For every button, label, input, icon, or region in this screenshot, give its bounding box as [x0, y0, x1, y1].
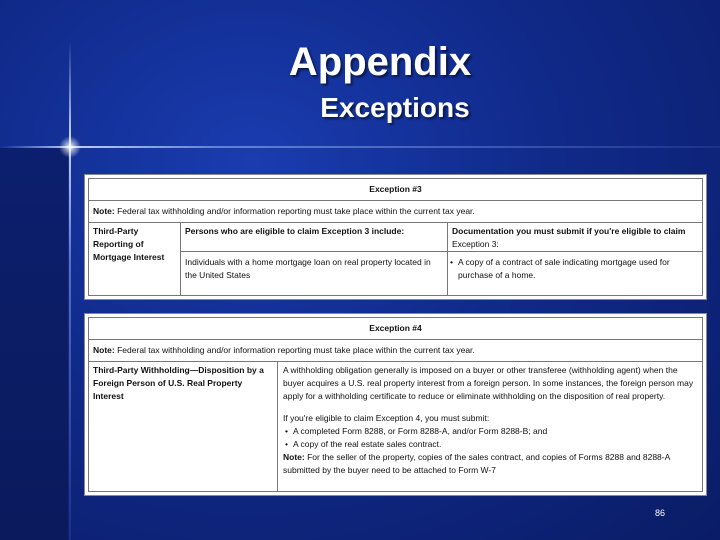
exception-4-body	[89, 361, 702, 491]
exception-3-panel	[84, 174, 707, 300]
seller-note-text: For the seller of the property, copies of the sales contract, and copies of Forms 8288 and 8288-A submitted by the buyer need to be attached to Form W-7	[283, 452, 670, 476]
exception-4-category-title: Third-Party Withholding—Disposition by a Foreign Person of U.S. Real Property	[93, 365, 264, 389]
documentation-heading	[448, 222, 702, 252]
page-number: 86	[655, 508, 666, 518]
note-text: Federal tax withholding and/or information reporting must take place within the current tax year.	[117, 345, 475, 355]
sparkle-icon	[59, 136, 81, 158]
exception-4-header: Exception #4	[89, 318, 702, 340]
submit-intro: If you're eligible to claim Exception 4, you must submit:	[283, 412, 490, 423]
eligible-heading: Persons who are eligible to claim Exception 3 include:	[181, 222, 447, 252]
seller-note-label: Note:	[283, 452, 305, 463]
seller-note	[283, 451, 697, 477]
eligible-text: Individuals with a home mortgage loan on real property located in the United States	[185, 257, 431, 281]
exception-4-panel	[84, 313, 707, 496]
exception-3-table	[88, 178, 703, 296]
submit-bullet-2: • A copy of the real estate sales contract.	[283, 438, 697, 451]
exception-3-documentation-column	[448, 222, 702, 295]
note-text: Federal tax withholding and/or information reporting must take place within the current tax year.	[117, 206, 475, 216]
exception-4-note	[89, 340, 702, 362]
exception-3-category: Third-Party Reporting of Mortgage Interest	[89, 222, 181, 295]
exception-4-table	[88, 317, 703, 492]
decorative-horizontal-line	[0, 146, 720, 148]
documentation-heading-sub: Exception 3:	[452, 239, 499, 250]
exception-4-details	[278, 361, 702, 491]
exception-4-category-sub: Interest	[93, 391, 124, 402]
exception-3-eligible-column	[181, 222, 448, 295]
slide-title: Appendix	[288, 40, 472, 84]
exception-4-category	[89, 361, 278, 491]
documentation-heading-text: Documentation you must submit if you're eligible to claim	[452, 226, 686, 236]
exception-3-body	[89, 222, 702, 295]
exception-3-header: Exception #3	[89, 179, 702, 201]
slide-subtitle: Exceptions	[320, 92, 470, 123]
decorative-sidebar	[0, 148, 68, 540]
withholding-paragraph: A withholding obligation generally is imposed on a buyer or other transferee (withholding agent) when the buyer acquires a U.S. real property interest from a foreign person. In some instances, the foreign person may apply for a withholding certificate to reduce or eliminate withholding on the disposition of real property.	[283, 365, 694, 402]
submit-bullet-1: • A completed Form 8288, or Form 8288-A, and/or Form 8288-B; and	[283, 425, 697, 438]
note-label: Note:	[93, 206, 115, 216]
exception-3-note	[89, 201, 702, 223]
documentation-bullet: • A copy of a contract of sale indicating mortgage used for purchase of a home.	[448, 252, 702, 286]
note-label: Note:	[93, 345, 115, 355]
